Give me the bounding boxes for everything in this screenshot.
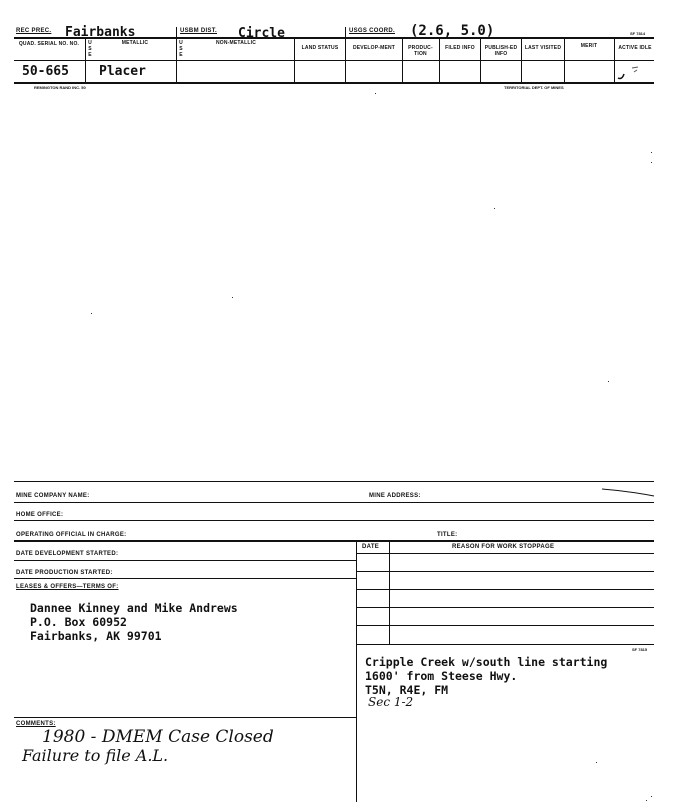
usbm-dist-label: USBM DIST. [180,28,218,34]
home-office-label: HOME OFFICE: [16,512,64,518]
use-metallic-header: U S E [88,40,92,58]
usbm-dist-value: Circle [238,26,285,41]
leases-line-3: Fairbanks, AK 99701 [30,629,162,643]
mine-address-label: MINE ADDRESS: [369,493,421,499]
date-prod-started-label: DATE PRODUCTION STARTED: [16,570,113,576]
leases-line-1: Dannee Kinney and Mike Andrews [30,601,238,615]
quad-serial-header: QUAD. SERIAL NO. NO. [18,41,80,47]
merit-header: MERIT [580,43,598,49]
location-line-2: 1600' from Steese Hwy. [365,669,518,683]
title-label: TITLE: [437,532,458,538]
metallic-value: Placer [99,64,146,79]
pen-stroke-mark [600,485,656,499]
location-handwritten: Sec 1-2 [368,695,414,709]
date-dev-started-label: DATE DEVELOPMENT STARTED: [16,551,119,557]
printer-credit: REMINGTON RAND INC. 50 [34,85,86,90]
nonmetallic-header: NON-METALLIC [215,40,257,46]
mine-company-name-label: MINE COMPANY NAME: [16,493,90,499]
land-status-header: LAND STATUS [301,45,339,51]
department-credit: TERRITORIAL DEPT. OF MINES [504,85,564,90]
comments-line-2: Failure to file A.L. [22,746,169,765]
checkmark-icon [612,64,652,84]
use-nonmetallic-header: U S E [179,40,183,58]
comments-label: COMMENTS: [16,721,56,727]
usgs-coord-value: (2.6, 5.0) [410,23,495,39]
form-code-bottom: SF 7815 [632,647,648,652]
development-header: DEVELOP-MENT [352,45,396,51]
rec-prec-label: REC PREC. [16,28,52,34]
metallic-header: METALLIC [121,40,149,46]
active-idle-header: ACTIVE IDLE [618,45,652,51]
production-header: PRODUC-TION [408,45,433,57]
usgs-coord-label: USGS COORD. [349,28,395,34]
last-visited-header: LAST VISITED [524,45,562,51]
serial-value: 50-665 [22,64,69,79]
location-line-1: Cripple Creek w/south line starting [365,655,608,669]
reason-col-label: REASON FOR WORK STOPPAGE [452,544,555,550]
leases-line-2: P.O. Box 60952 [30,615,127,629]
leases-label: LEASES & OFFERS—TERMS OF: [16,584,119,590]
rec-prec-value: Fairbanks [65,25,136,40]
filed-info-header: FILED INFO [445,45,475,51]
operating-official-label: OPERATING OFFICIAL IN CHARGE: [16,532,127,538]
date-col-label: DATE [362,544,380,550]
form-code-top: SF 7814 [630,31,646,36]
location-line-3: T5N, R4E, FM [365,683,449,697]
comments-line-1: 1980 - DMEM Case Closed [42,727,274,747]
published-info-header: PUBLISH-ED INFO [484,45,518,57]
